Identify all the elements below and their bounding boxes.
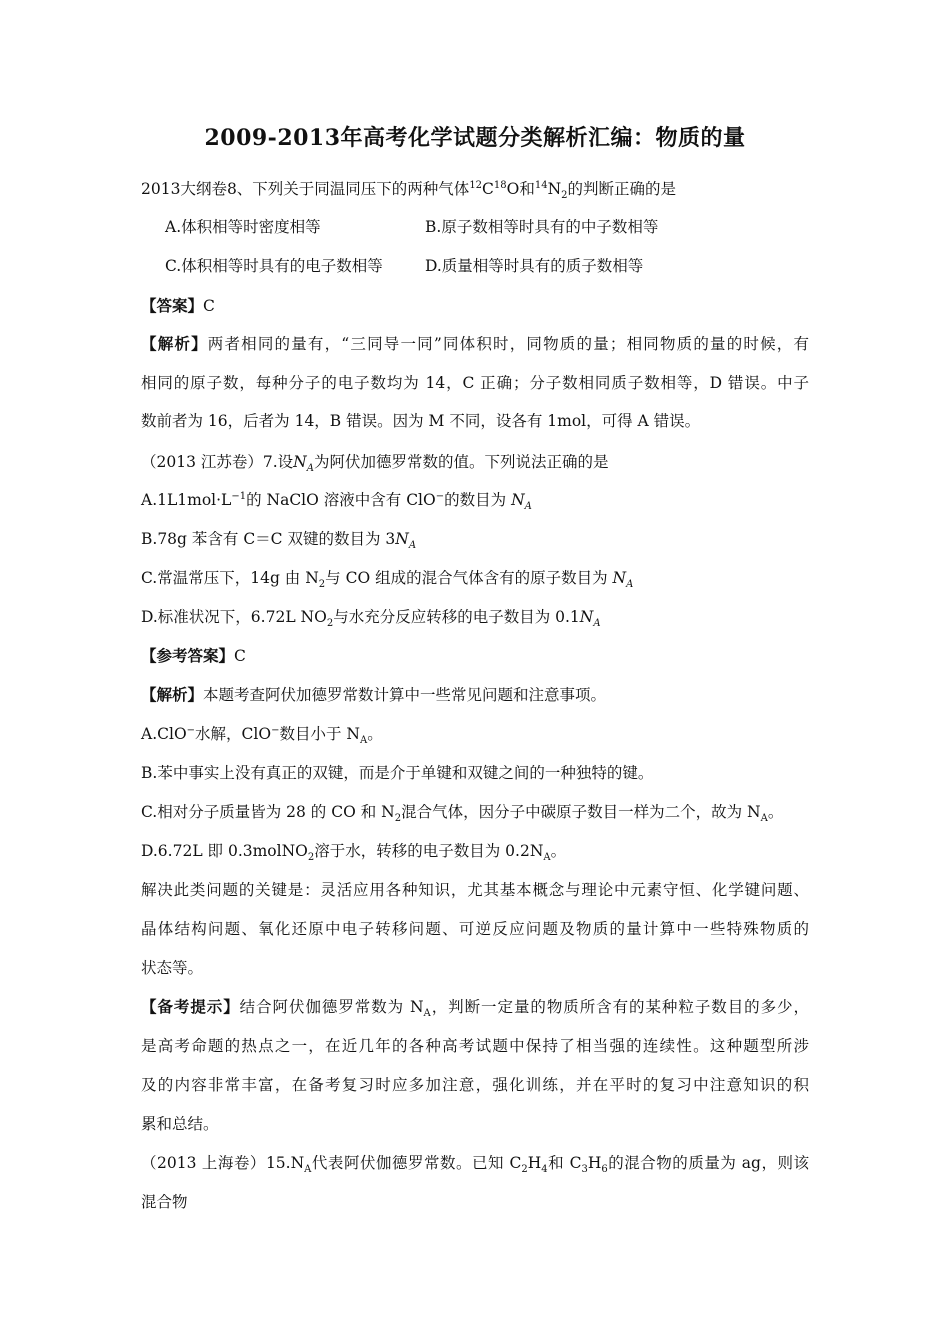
- q2-tip-line-1: 【备考提示】结合阿伏伽德罗常数为 $N_A$，判断一定量的物质所含有的某种粒子数目的多少，: [141, 997, 809, 1019]
- q2-option-b: B.78g 苯含有 C＝C 双键的数目为 $3N_A$: [141, 530, 417, 551]
- q1-answer: 【答案】C: [141, 296, 215, 315]
- q1-option-c: C.体积相等时具有的电子数相等: [165, 257, 383, 275]
- q3-stem: （2013 上海卷）$15.N_A$代表阿伏伽德罗常数。已知 $C_2H_4$和 $C_3H_6$的混合物的质量为 ag，则该: [141, 1154, 809, 1175]
- q1-analysis-line-1: 【解析】两者相同的量有，“三同导一同”同体积时，同物质的量；相同物质的量的时候，有: [141, 334, 809, 353]
- q2-stem: （2013 江苏卷）7.设$N_A$为阿伏加德罗常数的值。下列说法正确的是: [141, 453, 609, 474]
- q1-option-a: A.体积相等时密度相等: [165, 218, 321, 236]
- q2-tip-line-4: 累和总结。: [141, 1115, 219, 1133]
- q2-tip-line-3: 及的内容非常丰富，在备考复习时应多加注意，强化训练，并在平时的复习中注意知识的积: [141, 1076, 809, 1094]
- q2-option-a: $A.1L1mol\cdot L^{-1}$的 NaClO 溶液中含有 ClO−的数目为 $N_A$: [141, 491, 532, 512]
- q2-tip-line-2: 是高考命题的热点之一，在近几年的各种高考试题中保持了相当强的连续性。这种题型所涉: [141, 1037, 809, 1055]
- q1-analysis-line-2: 相同的原子数，每种分子的电子数均为 14，C 正确；分子数相同质子数相等，D 错误。中子: [141, 374, 809, 392]
- q2-option-d: D.标准状况下，6.72L $NO_2$与水充分反应转移的电子数目为 $0.1N_A$: [141, 608, 601, 629]
- q2-option-c: C.常温常压下，14g 由 $N_2$与 CO 组成的混合气体含有的原子数目为 $N_A$: [141, 569, 634, 590]
- q2-explain-a: A.ClO−水解，ClO−数目小于 $N_A$。: [141, 725, 383, 746]
- q2-answer: 【参考答案】C: [141, 646, 246, 665]
- q2-key-line-1: 解决此类问题的关键是：灵活应用各种知识，尤其基本概念与理论中元素守恒、化学键问题、: [141, 881, 809, 899]
- q2-explain-d: D.6.72L 即 0.3molNO$_2$溶于水，转移的电子数目为 $0.2N_A$。: [141, 842, 567, 863]
- q2-explain-c: C.相对分子质量皆为 28 的 CO 和 $N_2$混合气体，因分子中碳原子数目一样为二个，故为 $N_A$。: [141, 803, 784, 824]
- q3-stem-line-2: 混合物: [141, 1193, 188, 1211]
- q1-option-b: B.原子数相等时具有的中子数相等: [425, 218, 659, 236]
- q1-analysis-line-3: 数前者为 16，后者为 14，B 错误。因为 M 不同，设各有 1mol，可得 A 错误。: [141, 412, 701, 430]
- q1-stem: 2013大纲卷8、下列关于同温同压下的两种气体$^{12}C^{18}O$和$^{14}N_2$的判断正确的是: [141, 180, 677, 201]
- q2-analysis-intro: 【解析】本题考查阿伏加德罗常数计算中一些常见问题和注意事项。: [141, 685, 607, 704]
- q2-explain-b: B.苯中事实上没有真正的双键，而是介于单键和双键之间的一种独特的键。: [141, 764, 654, 782]
- q2-key-line-3: 状态等。: [141, 959, 204, 977]
- q1-option-d: D.质量相等时具有的质子数相等: [425, 257, 644, 275]
- page-title: 2009-2013年高考化学试题分类解析汇编：物质的量: [204, 125, 746, 151]
- q2-key-line-2: 晶体结构问题、氧化还原中电子转移问题、可逆反应问题及物质的量计算中一些特殊物质的: [141, 920, 809, 938]
